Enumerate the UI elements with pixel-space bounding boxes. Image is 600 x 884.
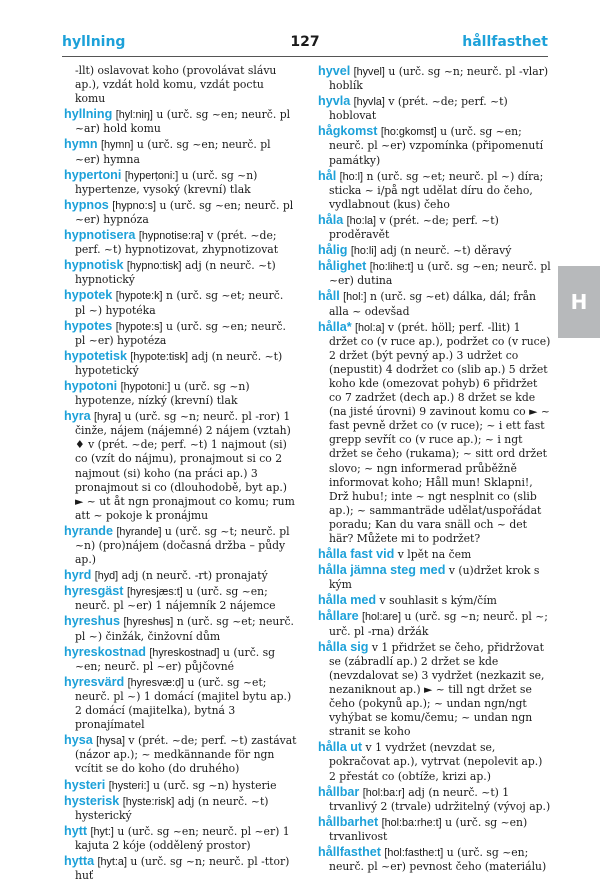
- entry-headword: hålig: [318, 243, 348, 258]
- entry-definition: v lpět na čem: [397, 548, 472, 562]
- dictionary-entry: [318, 563, 551, 592]
- entry-headword: håll: [318, 289, 340, 304]
- entry-pronunciation: [hyd]: [94, 570, 119, 583]
- entry-pronunciation: [hyreskostnad]: [149, 646, 220, 659]
- entry-headword: hål: [318, 168, 337, 183]
- dictionary-entry: [318, 815, 551, 844]
- entry-definition: adj (n neurč. ~t) hysterický: [75, 794, 269, 822]
- entry-pronunciation: [ho:la]: [346, 214, 377, 227]
- entry-pronunciation: [hol:a]: [355, 321, 385, 334]
- entry-pronunciation: [hyresvæ:ḍ]: [127, 676, 185, 689]
- entry-definition: adj (n neurč. ~t) 1 trvanlivý 2 (trvale) udržitelný (vývoj ap.): [329, 785, 551, 813]
- entry-headword: hyra: [64, 409, 91, 424]
- dictionary-entry: [64, 794, 297, 823]
- entry-headword: hysa: [64, 733, 93, 748]
- entry-pronunciation: [hyl:niŋ]: [115, 109, 153, 122]
- entry-definition: adj (n neurč. -rt) pronajatý: [121, 569, 268, 583]
- entry-headword: hålla fast vid: [318, 547, 395, 562]
- entry-headword: hypotoni: [64, 378, 118, 393]
- entry-definition: -llt) oslavovat koho (provolávat slávu ap.), vzdát hold komu, vzdát poctu komu: [75, 64, 277, 106]
- entry-definition: u (urč. sg ~en; neurč. pl ~er) 1 nájemník 2 nájemce: [75, 585, 276, 613]
- entry-definition: n (urč. sg ~et; neurč. pl ~) hypotéka: [75, 289, 284, 317]
- entry-definition: u (urč. sg ~en; neurč. pl ~er) pevnost čeho (materiálu): [329, 845, 547, 874]
- dictionary-entry: [64, 379, 297, 408]
- entry-headword: håla: [318, 212, 344, 227]
- left-column: [64, 64, 297, 884]
- dictionary-entry: [64, 584, 297, 613]
- entry-headword: hålla med: [318, 593, 377, 608]
- dictionary-entry: [318, 609, 551, 638]
- entry-headword: hypotetisk: [64, 348, 127, 363]
- right-column: [318, 64, 551, 875]
- dictionary-entry: [318, 124, 551, 167]
- dictionary-entry: [64, 168, 297, 197]
- entry-headword: hyllning: [64, 107, 113, 122]
- entry-pronunciation: [hyresjæs:t]: [126, 586, 183, 599]
- dictionary-entry: [318, 64, 551, 93]
- entry-pronunciation: [hyrande]: [116, 525, 162, 538]
- entry-definition: n (urč. sg ~et) dálka, dál; från alla ~ odevšad: [329, 290, 536, 318]
- entry-pronunciation: [hypote:s]: [115, 320, 163, 333]
- entry-pronunciation: [hol:ba:r]: [362, 786, 405, 799]
- entry-definition: v (prét. ~de; perf. ~t) proděravět: [329, 213, 499, 242]
- entry-definition: u (urč. sg ~et; neurč. pl ~) 1 domácí (majitel bytu ap.) 2 domácí (majitelka), bytná 3 pronajímatel: [75, 675, 292, 732]
- entry-headword: hypertoni: [64, 167, 122, 182]
- dictionary-entry: [318, 785, 551, 814]
- entry-pronunciation: [hyreshʉs]: [123, 616, 174, 629]
- entry-definition: u (urč. sg ~en; neurč. pl ~er) hypotéza: [75, 319, 286, 347]
- entry-pronunciation: [hypno:tisk]: [126, 260, 182, 273]
- entry-headword: hyvla: [318, 94, 351, 109]
- entry-definition: u (urč. sg ~en; neurč. pl ~ar) hold komu: [75, 108, 291, 136]
- entry-headword: hypnotisera: [64, 228, 136, 243]
- entry-definition: v (prét. ~de; perf. ~t) hypnotizovat, zhypnotizovat: [75, 229, 279, 257]
- dictionary-entry: [64, 645, 297, 674]
- dictionary-entry: [64, 854, 297, 883]
- entry-pronunciation: [ho:l]: [339, 170, 364, 183]
- entry-definition: v (prét. höll; perf. -llit) 1 držet co (v ruce ap.), podržet co (v ruce) 2 držet (být pevný ap.) 3 udržet co (nepustit) 4 dodržet co (slib ap.) 5 držet koho kde (omezovat pohyb) 6 přidržet co 7 zadržet (dech ap.) 8 držet se kde (na jisté úrovni) 9 zavinout komu co ► ~ fast pevně držet co (v ruce); ~ i ett fast grepp sevřít co (v ruce ap.); ~ i ngt držet se čeho (rukama); ~ sitt ord držet slovo; ~ ngn informerad průběžně informovat koho; Håll mun! Sklapni!, Drž hubu!; inte ~ ngt nesplnit co (slib ap.); ~ sammanträde udělat/uspořádat poradu; Kan du vara snäll och ~ det här? Můžete mi to podržet?: [329, 320, 551, 545]
- dictionary-entry: [64, 778, 297, 793]
- entry-definition: u (urč. sg ~n) hypertenze, vysoký (krevní) tlak: [75, 168, 258, 196]
- left-running-headword: hyllning: [62, 34, 126, 50]
- entry-headword: hållbarhet: [318, 814, 379, 829]
- entry-headword: hysteri: [64, 777, 106, 792]
- entry-pronunciation: [hyste:risk]: [122, 795, 175, 808]
- entry-headword: hysterisk: [64, 793, 120, 808]
- dictionary-entry: [64, 258, 297, 287]
- entry-definition: v souhlasit s kým/čím: [379, 594, 497, 608]
- entry-definition: adj (n neurč. ~t) hypotetický: [75, 349, 283, 377]
- dictionary-entry: [318, 289, 551, 318]
- entry-definition: u (urč. sg ~en; neurč. pl ~er) 1 kajuta 2 kóje (oddělený prostor): [75, 824, 290, 852]
- entry-pronunciation: [hysa]: [96, 735, 125, 748]
- dictionary-entry: [318, 845, 551, 874]
- entry-pronunciation: [hypno:s]: [112, 199, 157, 212]
- entry-headword: hålla*: [318, 319, 352, 334]
- entry-definition: u (urč. sg ~en; neurč. pl ~er) půjčovné: [75, 645, 276, 673]
- entry-pronunciation: [hyperṭoni:]: [124, 169, 179, 182]
- entry-definition: v 1 vydržet (nevzdat se, pokračovat ap.), vytrvat (nepolevit ap.) 2 přestát co (obtíže, krizi ap.): [329, 741, 543, 783]
- dictionary-entry: [318, 243, 551, 258]
- entry-pronunciation: [ho:li]: [350, 245, 377, 258]
- entry-pronunciation: [hymn]: [101, 139, 134, 152]
- entry-headword: hålla sig: [318, 639, 369, 654]
- dictionary-entry: [64, 288, 297, 317]
- right-running-headword: hållfasthet: [462, 34, 548, 50]
- entry-headword: hytta: [64, 853, 95, 868]
- entry-headword: hågkomst: [318, 124, 378, 139]
- entry-headword: hyrande: [64, 523, 113, 538]
- entry-headword: hålla ut: [318, 740, 363, 755]
- dictionary-entry: [64, 733, 297, 776]
- dictionary-entry: [64, 614, 297, 643]
- entry-definition: v 1 přidržet se čeho, přidržovat se (zábradlí ap.) 2 držet se kde (nevzdalovat se) 3 vydržet (nezkazit se, nezaniknout ap.) ► ~ till ngt držet se čeho (pokynů ap.); ~ undan ngn/ngt vyhýbat se komu/čemu; ~ undan ngn stranit se koho: [329, 640, 545, 739]
- dictionary-entry: [318, 547, 551, 562]
- entry-pronunciation: [hyvla]: [353, 96, 385, 109]
- entry-pronunciation: [hol:fasthe:t]: [384, 846, 444, 859]
- entry-definition: u (urč. sg ~en; neurč. pl ~er) hymna: [75, 138, 271, 166]
- entry-pronunciation: [hysteri:]: [108, 779, 150, 792]
- entry-definition: u (urč. sg ~n) hypotenze, nízký (krevní) tlak: [75, 379, 250, 408]
- dictionary-entry: [64, 228, 297, 257]
- entry-pronunciation: [ho:lihe:t]: [369, 261, 414, 274]
- header-rule: [62, 56, 548, 57]
- entry-definition: u (urč. sg ~n; neurč. pl -ror) 1 činže, nájem (nájemné) 2 nájem (vztah) ♦ v (prét. ~de; perf. ~t) 1 najmout (si) co (vzít do nájmu), pronajmout si co 2 najmout (si) koho (na práci ap.) 3 pronajmout si co (dlouhodobě, byt ap.) ► ~ ut åt ngn pronajmout co komu; rum att ~ pokoje k pronájmu: [75, 410, 295, 522]
- entry-headword: hyresgäst: [64, 584, 124, 599]
- dictionary-entry: [64, 675, 297, 732]
- entry-pronunciation: [hyra]: [94, 411, 122, 424]
- dictionary-entry: [64, 319, 297, 348]
- dictionary-entry: [64, 524, 297, 567]
- entry-pronunciation: [hypnotise:ra]: [138, 230, 204, 243]
- dictionary-entry: [64, 409, 297, 523]
- entry-headword: hypotek: [64, 288, 113, 303]
- entry-headword: hålla jämna steg med: [318, 563, 446, 578]
- dictionary-entry: [318, 593, 551, 608]
- entry-definition: u (urč. sg ~en; neurč. pl ~er) vzpomínka (připomenutí památky): [329, 125, 544, 167]
- entry-headword: hyreshus: [64, 614, 120, 629]
- entry-pronunciation: [hypotoni:]: [120, 380, 171, 393]
- entry-headword: hållfasthet: [318, 844, 381, 859]
- dictionary-entry: [318, 213, 551, 242]
- dictionary-entry: [64, 107, 297, 136]
- page-header: [62, 34, 548, 54]
- entry-definition: u (urč. sg ~en; neurč. pl ~er) dutina: [329, 260, 551, 288]
- entry-headword: hyvel: [318, 64, 351, 78]
- entry-headword: hållare: [318, 609, 359, 624]
- dictionary-entry: [64, 137, 297, 166]
- dictionary-entry: [64, 568, 297, 583]
- entry-headword: hypotes: [64, 318, 113, 333]
- page-number: 127: [290, 34, 320, 50]
- entry-definition: u (urč. sg ~n) hysterie: [153, 778, 277, 792]
- entry-definition: v (u)držet krok s kým: [329, 564, 540, 592]
- dictionary-entry: [64, 198, 297, 227]
- entry-headword: hypnotisk: [64, 258, 124, 273]
- entry-headword: hyreskostnad: [64, 644, 146, 659]
- entry-definition: adj (n neurč. ~t) děravý: [380, 244, 512, 258]
- entry-definition: v (prét. ~de; perf. ~t) hoblovat: [329, 95, 508, 123]
- entry-headword: hyresvärd: [64, 674, 125, 689]
- entry-pronunciation: [hyvel]: [353, 66, 385, 78]
- entry-definition: n (urč. sg ~et; neurč. pl ~) činžák, činžovní dům: [75, 615, 294, 643]
- entry-pronunciation: [hol:]: [343, 291, 367, 304]
- dictionary-entry: [318, 320, 551, 547]
- entry-pronunciation: [hyt:a]: [97, 855, 127, 868]
- dictionary-entry: [318, 740, 551, 783]
- entry-definition: u (urč. sg ~n; neurč. pl ~; urč. pl -rna) držák: [329, 610, 548, 638]
- dictionary-entry: [318, 169, 551, 212]
- entry-definition: u (urč. sg ~en) trvanlivost: [329, 815, 528, 843]
- entry-headword: hållbar: [318, 784, 360, 799]
- entry-definition: adj (n neurč. ~t) hypnotický: [75, 259, 276, 287]
- entry-pronunciation: [hypote:tisk]: [130, 350, 189, 363]
- entry-headword: hypnos: [64, 197, 109, 212]
- entry-definition: u (urč. sg ~n; neurč. pl -ttor) huť: [75, 854, 290, 883]
- dictionary-entry: [64, 64, 297, 106]
- dictionary-entry: [64, 349, 297, 378]
- entry-definition: n (urč. sg ~et; neurč. pl ~) díra; sticka ~ i/på ngt udělat díru do čeho, vydlabnout (kus) čeho: [329, 169, 544, 211]
- entry-pronunciation: [hol:ba:rhe:t]: [381, 816, 442, 829]
- entry-definition: u (urč. sg ~en; neurč. pl ~er) hypnóza: [75, 198, 294, 226]
- entry-pronunciation: [hypote:k]: [115, 290, 163, 303]
- entry-headword: hyrd: [64, 568, 92, 583]
- dictionary-entry: [318, 94, 551, 123]
- entry-definition: v (prét. ~de; perf. ~t) zastávat (názor ap.); ~ medkännande för ngn vcítit se do koho (do druhého): [75, 734, 297, 776]
- entry-pronunciation: [hol:are]: [362, 611, 402, 624]
- entry-definition: u (urč. sg ~n; neurč. pl -vlar) hoblík: [329, 65, 549, 93]
- entry-headword: hålighet: [318, 259, 367, 274]
- dictionary-entry: [64, 824, 297, 853]
- dictionary-entry: [318, 259, 551, 288]
- entry-definition: u (urč. sg ~t; neurč. pl ~n) (pro)nájem (dočasná držba – půdy ap.): [75, 524, 290, 567]
- entry-pronunciation: [hyt:]: [90, 825, 114, 838]
- entry-headword: hytt: [64, 823, 88, 838]
- entry-headword: hymn: [64, 137, 98, 152]
- dictionary-entry: [318, 640, 551, 740]
- thumb-index-tab[interactable]: H: [558, 266, 600, 338]
- entry-pronunciation: [ho:gkomst]: [380, 126, 437, 139]
